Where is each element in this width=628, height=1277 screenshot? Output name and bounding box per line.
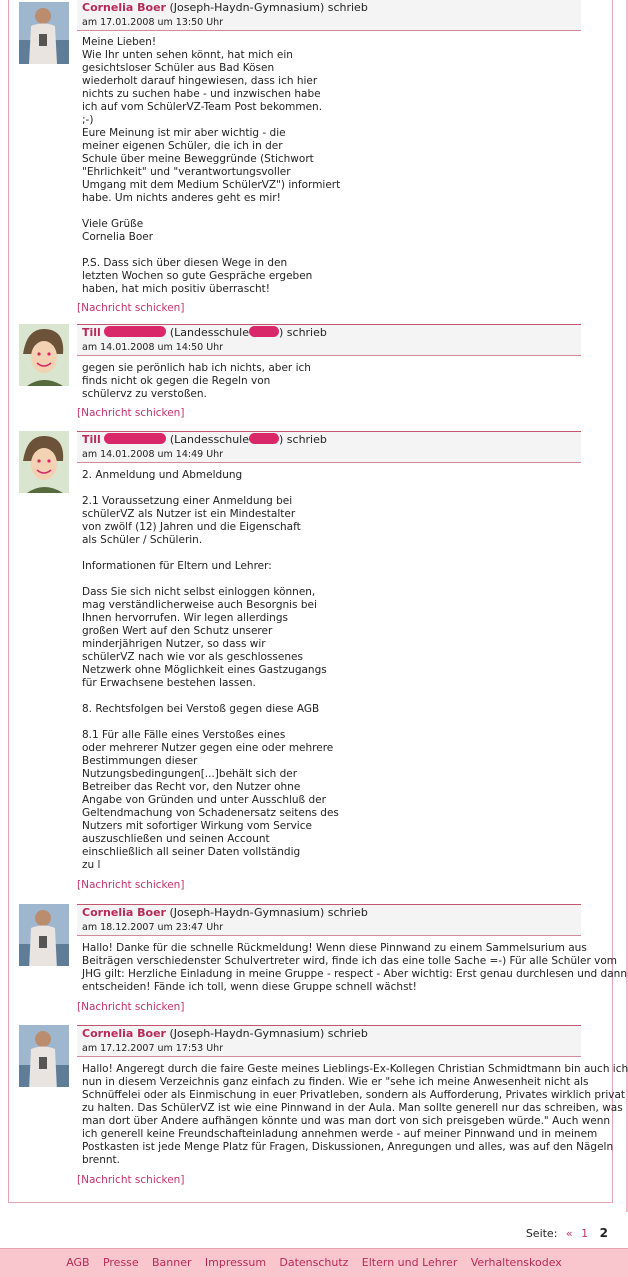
post-header <box>77 1026 581 1057</box>
current-page: 2 <box>599 1226 608 1240</box>
post-body: 2. Anmeldung und Abmeldung 2.1 Voraussetzung einer Anmeldung bei schülerVZ als Nutzer ist ein Mindestalter von zwölf (12) Jahren und die Eigenschaft als Schüler / Schülerin. Informationen für Eltern und Lehrer: Dass Sie sich nicht selbst einloggen können, mag verständlicherweise auch Besorgnis bei Ihnen hervorrufen. Wir legen allerdings großen Wert auf den Schutz unserer minderjährigen Nutzer, so dass wir schülerVZ nach wie vor als geschlossenes Netzwerk ohne Möglichkeit eines Gastzugangs für Erwachsene bestehen lassen. 8. Rechtsfolgen bei Verstoß gegen diese AGB 8.1 Für alle Fälle eines Verstoßes eines oder mehrerer Nutzer gegen eine oder mehrere Bestimmungen dieser Nutzungsbedingungen[...]behält sich der Betreiber das Recht vor, den Nutzer ohne Angabe von Gründen und unter Ausschluß der Geltendmachung von Schadenersatz seitens des Nutzers mit sofortiger Wirkung vom Service auszuschließen und seinen Account einschließlich all seiner Daten vollständig zu l <box>82 469 339 871</box>
send-message-link[interactable]: [Nachricht schicken] <box>77 1174 185 1186</box>
send-message-link[interactable]: [Nachricht schicken] <box>77 1001 185 1013</box>
pagination <box>526 1226 608 1240</box>
post-date: am 17.12.2007 um 17:53 Uhr <box>82 1043 224 1054</box>
avatar[interactable] <box>19 1025 69 1087</box>
pinboard-post <box>9 0 612 318</box>
post-date: am 17.01.2008 um 13:50 Uhr <box>82 17 224 28</box>
author-school: (Landesschule <box>169 433 249 446</box>
author-name[interactable]: Cornelia Boer <box>82 906 166 919</box>
pinboard-post <box>9 904 627 1020</box>
footer-link-banner[interactable]: Banner <box>152 1256 192 1269</box>
pinboard-post <box>9 1025 628 1195</box>
author-school: (Landesschule <box>169 326 249 339</box>
redaction-mark <box>249 433 279 444</box>
post-header <box>77 0 581 31</box>
pinboard-post <box>9 324 612 424</box>
redaction-mark <box>104 433 166 444</box>
footer <box>0 1248 628 1277</box>
redaction-mark <box>104 326 166 337</box>
previous-page-link[interactable]: « <box>565 1227 573 1240</box>
footer-link-verhaltenskodex[interactable]: Verhaltenskodex <box>470 1256 562 1269</box>
post-date: am 14.01.2008 um 14:49 Uhr <box>82 449 224 460</box>
send-message-link[interactable]: [Nachricht schicken] <box>77 407 185 419</box>
author-school: (Joseph-Haydn-Gymnasium) schrieb <box>169 1 368 14</box>
footer-link-agb[interactable]: AGB <box>66 1256 90 1269</box>
avatar[interactable] <box>19 431 69 493</box>
author-school-suffix: ) schrieb <box>279 433 327 446</box>
pinboard-panel <box>8 0 628 1203</box>
footer-links <box>0 1256 628 1269</box>
author-name[interactable]: Till <box>82 326 101 339</box>
post-date: am 14.01.2008 um 14:50 Uhr <box>82 342 224 353</box>
author-school: (Joseph-Haydn-Gymnasium) schrieb <box>169 906 368 919</box>
footer-link-impressum[interactable]: Impressum <box>204 1256 267 1269</box>
post-body: Hallo! Angeregt durch die faire Geste meines Lieblings-Ex-Kollegen Christian Schmidtmann bin auch ich nun in diesem Verzeichnis ganz einfach zu finden. Wie er "sehe ich meine Anwesenheit nicht als Schnüffelei oder als Einmischung in euer Privatleben, sondern als Aufforderung, Privates wirklich privat zu halten. Das SchülerVZ ist wie eine Pinnwand in der Aula. Man sollte generell nur das schreiben, was man dort über Andere aufhängen könnte und was man dort von sich preisgeben würde." Auch wenn ich generell keine Freundschafteinladung annehmen werde - auf meiner Pinnwand und in meinem Postkasten ist jede Menge Platz für Fragen, Diskussionen, Anregungen und alles, was auf den Nägeln brennt. <box>82 1063 628 1166</box>
avatar[interactable] <box>19 2 69 64</box>
author-name[interactable]: Cornelia Boer <box>82 1027 166 1040</box>
pinboard-post <box>9 431 612 897</box>
footer-link-eltern-lehrer[interactable]: Eltern und Lehrer <box>361 1256 458 1269</box>
post-date: am 18.12.2007 um 23:47 Uhr <box>82 922 224 933</box>
avatar[interactable] <box>19 324 69 386</box>
post-header <box>77 432 581 463</box>
post-body: gegen sie perönlich hab ich nichts, aber ich finds nicht ok gegen die Regeln von schülervz zu verstoßen. <box>82 362 311 400</box>
author-school-suffix: ) schrieb <box>279 326 327 339</box>
send-message-link[interactable]: [Nachricht schicken] <box>77 879 185 891</box>
page-1-link[interactable]: 1 <box>581 1227 589 1240</box>
author-name[interactable]: Till <box>82 433 101 446</box>
footer-link-datenschutz[interactable]: Datenschutz <box>279 1256 349 1269</box>
post-header <box>77 325 581 356</box>
avatar[interactable] <box>19 904 69 966</box>
author-school: (Joseph-Haydn-Gymnasium) schrieb <box>169 1027 368 1040</box>
post-header <box>77 905 581 936</box>
pagination-label: Seite: <box>525 1227 558 1240</box>
send-message-link[interactable]: [Nachricht schicken] <box>77 302 185 314</box>
author-name[interactable]: Cornelia Boer <box>82 1 166 14</box>
footer-link-presse[interactable]: Presse <box>102 1256 139 1269</box>
post-body: Hallo! Danke für die schnelle Rückmeldung! Wenn diese Pinnwand zu einem Sammelsurium aus Beiträgen verschiedenster Schulvertreter wird, finde ich das eine tolle Sache =-) Für alle Schüler vom JHG gilt: Herzliche Einladung in meine Gruppe - respect - Aber wichtig: Erst genau durchlesen und dann entscheiden! Fände ich toll, wenn diese Gruppe schnell wächst! <box>82 942 627 993</box>
post-body: Meine Lieben! Wie Ihr unten sehen könnt, hat mich ein gesichtsloser Schüler aus Bad Kösen wiederholt darauf hingewiesen, dass ich hier nichts zu suchen habe - und inzwischen habe ich auf vom SchülerVZ-Team Post bekommen. ;-) Eure Meinung ist mir aber wichtig - die meiner eigenen Schüler, die ich in der Schule über meine Beweggründe (Stichwort "Ehrlichkeit" und "verantwortungsvoller Umgang mit dem Medium SchülerVZ") informiert habe. Um nichts anderes geht es mir! Viele Grüße Cornelia Boer P.S. Dass sich über diesen Wege in den letzten Wochen so gute Gespräche ergeben haben, hat mich positiv überrascht! <box>82 36 341 295</box>
redaction-mark <box>249 326 279 337</box>
